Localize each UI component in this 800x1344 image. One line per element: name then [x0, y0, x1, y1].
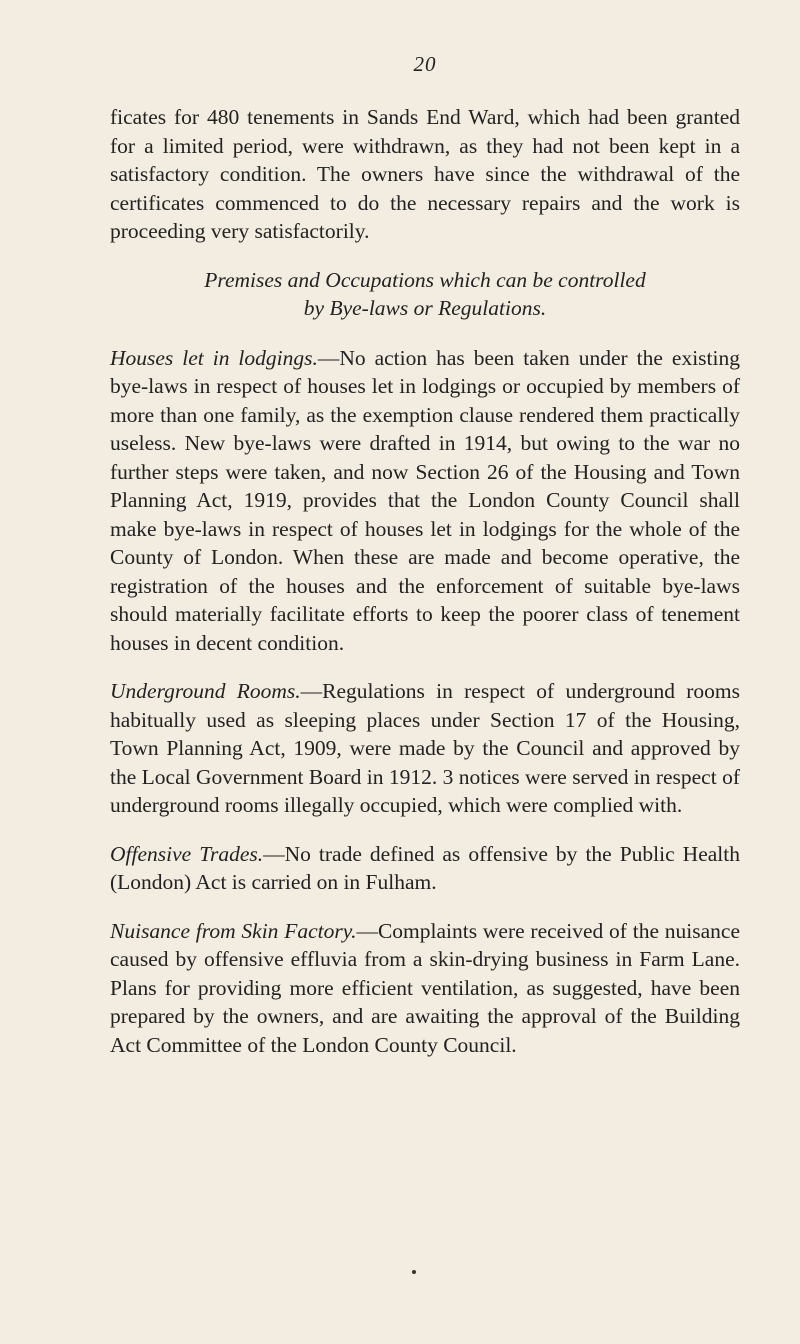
paragraph-underground-rooms	[110, 677, 740, 820]
document-page	[110, 52, 740, 1079]
intro-paragraph: ficates for 480 tenements in Sands End Ward, which had been granted for a limited period, were withdrawn, as they had not been kept in a satisfactory condition. The owners have since the withdrawal of the certificates commenced to do the necessary repairs and the work is proceeding very satisfactorily.	[110, 105, 740, 243]
section-heading	[110, 266, 740, 322]
paragraph-lead: Offensive Trades.	[110, 841, 264, 866]
page-number: 20	[413, 52, 437, 76]
paragraph-text: —Complaints were received of the nuisance caused by offensive effluvia from a skin-drying business in Farm Lane. Plans for providing more efficient ventilation, as suggested, have been prepared by the owners, and are awaiting the approval of the Building Act Committee of the London County Council.	[110, 918, 740, 1057]
paragraph-houses-let-in-lodgings	[110, 344, 740, 658]
paragraph-lead: Houses let in lodgings.	[110, 345, 318, 370]
section-heading-line-2: by Bye-laws or Regulations.	[303, 295, 547, 320]
paragraph-lead: Nuisance from Skin Factory.	[110, 918, 357, 943]
section-heading-line-1: Premises and Occupations which can be controlled	[204, 267, 646, 292]
paragraph-offensive-trades	[110, 840, 740, 897]
paragraph-text: —Regulations in respect of underground rooms habitually used as sleeping places under Section 17 of the Housing, Town Planning Act, 1909, were made by the Council and approved by the Local Government Board in 1912. 3 notices were served in respect of underground rooms illegally occupied, which were complied with.	[110, 679, 740, 817]
ink-dot	[412, 1270, 416, 1274]
paragraph-lead: Underground Rooms.	[110, 679, 301, 703]
paragraph-text: —No trade defined as offensive by the Public Health (London) Act is carried on in Fulham.	[110, 841, 740, 894]
paragraph-nuisance-skin-factory	[110, 917, 740, 1060]
paragraph-text: —No action has been taken under the existing bye-laws in respect of houses let in lodgings or occupied by members of more than one family, as the exemption clause rendered them practically useless. New bye-laws were drafted in 1914, but owing to the war no further steps were taken, and now Section 26 of the Housing and Town Planning Act, 1919, provides that the London County Council shall make bye-laws in respect of houses let in lodgings for the whole of the County of London. When these are made and become operative, the registration of the houses and the enforcement of suitable bye-laws should materially facilitate efforts to keep the poorer class of tenement houses in decent condition.	[110, 345, 740, 655]
